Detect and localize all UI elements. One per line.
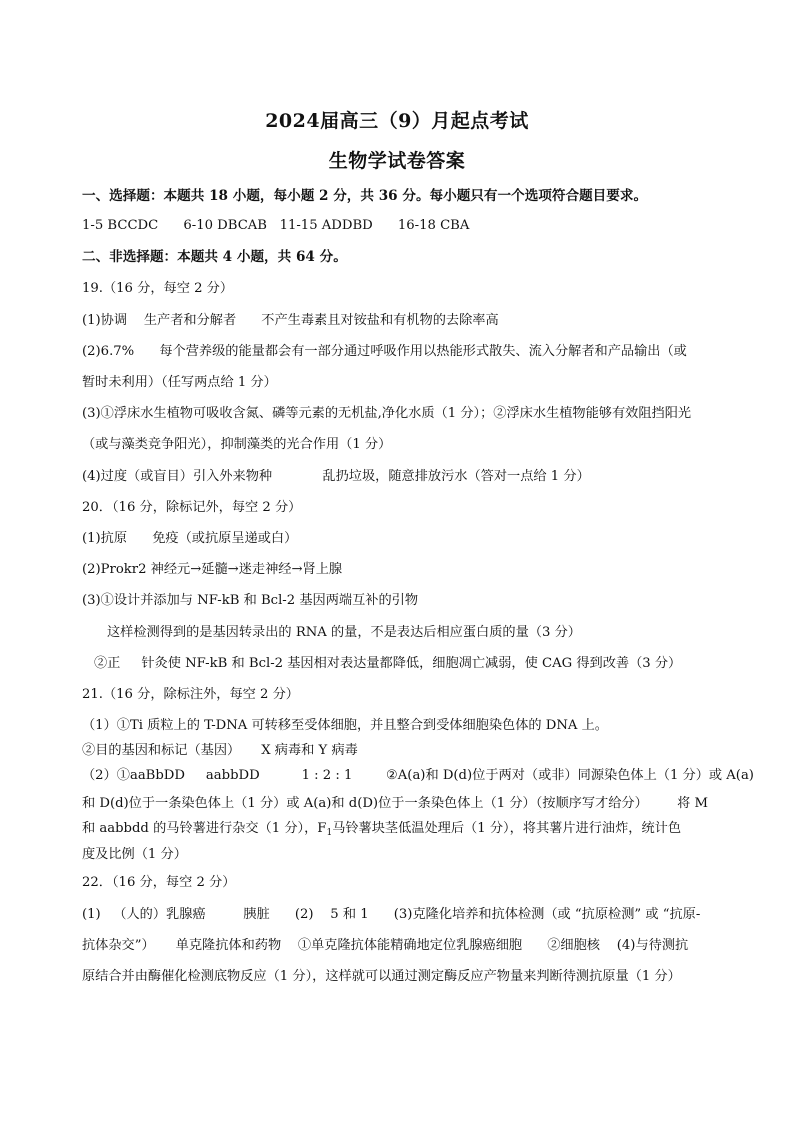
q22-line-1: (1) （人的）乳腺癌 胰脏 (2) 5 和 1 (3)克隆化培养和抗体检测（或 “抗原检测” 或 “抗原- [82,907,701,922]
q22-line-2: 抗体杂交”） 单克隆抗体和药物 ①单克隆抗体能精确地定位乳腺癌细胞 ②细胞核 (4)与待测抗 [82,938,689,953]
q21-line-1: （1）①Ti 质粒上的 T-DNA 可转移至受体细胞，并且整合到受体细胞染色体的 DNA 上。 [82,718,608,733]
q21-line-4: 和 D(d)位于一条染色体上（1 分）或 A(a)和 d(D)位于一条染色体上（1 分）（按顺序写才给分） 将 M [82,796,709,811]
q19-line-3: 暂时未利用）（任写两点给 1 分） [82,375,277,390]
q19-line-1: (1)协调 生产者和分解者 不产生毒素且对铵盐和有机物的去除率高 [82,313,499,328]
q19-header: 19.（16 分，每空 2 分） [82,281,234,296]
q21-line-2: ②目的基因和标记（基因） X 病毒和 Y 病毒 [82,743,358,758]
q20-line-1: (1)抗原 免疫（或抗原呈递或白） [82,531,298,546]
section1-answers: 1-5 BCCDC 6-10 DBCAB 11-15 ADDBD 16-18 CBA [82,218,470,233]
q21-line-5-part-a: 和 aabbdd 的马铃薯进行杂交（1 分），F [82,821,327,836]
q20-line-5: ②正 针灸使 NF-kB 和 Bcl-2 基因相对表达量都降低，细胞凋亡减弱，使 CAG 得到改善（3 分） [94,656,682,671]
section1-heading: 一、选择题：本题共 18 小题，每小题 2 分，共 36 分。每小题只有一个选项符合题目要求。 [82,188,648,204]
q19-line-5: （或与藻类竞争阳光），抑制藻类的光合作用（1 分） [82,437,392,452]
q21-line-5 [82,820,722,842]
q21-line-6: 度及比例（1 分） [82,847,187,862]
q22-header: 22．（16 分，每空 2 分） [82,875,236,890]
q20-line-3: (3)①设计并添加与 NF-kB 和 Bcl-2 基因两端互补的引物 [82,593,419,608]
q21-line-3: （2）①aaBbDD aabbDD 1 : 2 : 1 ②A(a)和 D(d)位于两对（或非）同源染色体上（1 分）或 A(a) [82,768,754,783]
q22-line-3: 原结合并由酶催化检测底物反应（1 分），这样就可以通过测定酶反应产物量来判断待测抗原量（1 分） [82,969,681,984]
q21-line-5-subscript: 1 [326,828,333,838]
section2-heading: 二、非选择题：本题共 4 小题，共 64 分。 [82,249,347,265]
q20-line-2: (2)Prokr2 神经元→延髓→迷走神经→肾上腺 [82,562,343,577]
q19-line-2: (2)6.7% 每个营养级的能量都会有一部分通过呼吸作用以热能形式散失、流入分解者和产品输出（或 [82,344,687,359]
q21-header: 21.（16 分，除标注外，每空 2 分） [82,687,299,702]
exam-subtitle: 生物学试卷答案 [328,150,466,172]
q19-line-4: (3)①浮床水生植物可吸收含氮、磷等元素的无机盐,净化水质（1 分）；②浮床水生植物能够有效阻挡阳光 [82,406,692,421]
q20-line-4: 这样检测得到的是基因转录出的 RNA 的量，不是表达后相应蛋白质的量（3 分） [107,625,581,640]
q20-header: 20．（16 分，除标记外，每空 2 分） [82,500,302,515]
exam-title: 2024届高三（9）月起点考试 [265,110,529,132]
q21-line-5-part-b: 马铃薯块茎低温处理后（1 分），将其薯片进行油炸，统计色 [332,821,682,836]
q19-line-6: (4)过度（或盲目）引入外来物种 乱扔垃圾，随意排放污水（答对一点给 1 分） [82,469,590,484]
